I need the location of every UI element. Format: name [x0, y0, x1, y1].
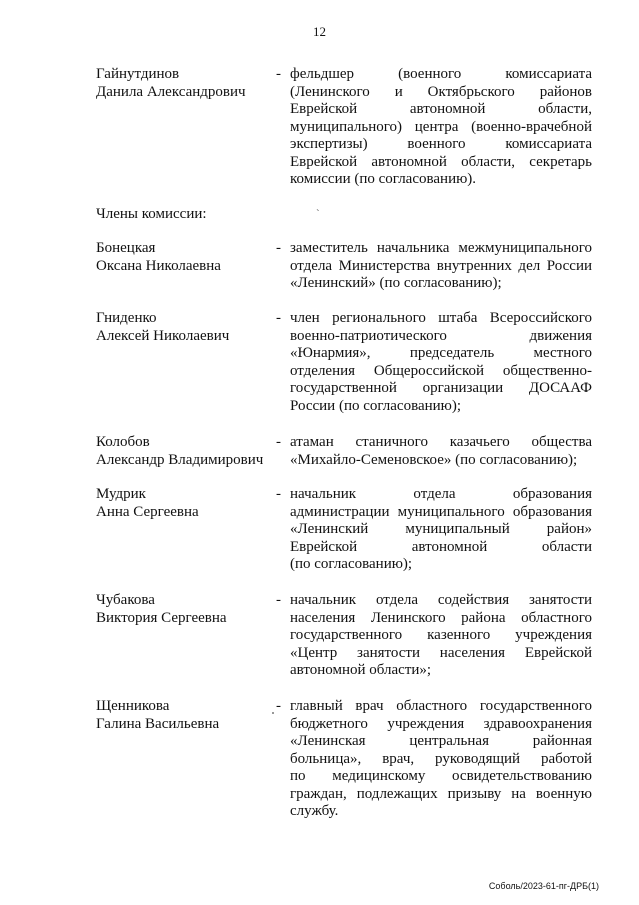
role-line: граждан, подлежащих призыву на военную	[290, 785, 592, 802]
role-line: «Михайло-Семеновское» (по согласованию);	[290, 451, 578, 468]
role-line: по медицинскому освидетельствованию	[290, 768, 592, 784]
person-name	[96, 240, 276, 293]
dash-separator: -	[276, 240, 281, 256]
person-name	[96, 434, 276, 469]
stray-mark: `	[316, 208, 320, 220]
commission-entry	[96, 66, 592, 189]
commission-entry	[96, 434, 592, 469]
dash-separator: -	[276, 434, 281, 450]
commission-entry	[96, 486, 592, 574]
person-role	[290, 66, 592, 189]
surname: Мудрик	[96, 486, 146, 502]
page-number: 12	[313, 24, 326, 39]
role-line: комиссии (по согласованию).	[290, 171, 477, 187]
commission-entry	[96, 698, 592, 821]
surname: Колобов	[96, 434, 150, 450]
role-line: член регионального штаба Всероссийского	[290, 310, 592, 326]
commission-entry	[96, 310, 592, 415]
given-names: Данила Александрович	[96, 83, 246, 100]
dash-separator: -	[276, 592, 281, 608]
surname: Бонецкая	[96, 240, 156, 256]
role-line: (Ленинского и Октябрьского районов	[290, 83, 592, 100]
role-line: Еврейской автономной области,	[290, 101, 592, 117]
role-line: государственной организации ДОСААФ	[290, 380, 592, 396]
surname: Щенникова	[96, 698, 170, 714]
dash-separator: -	[276, 698, 281, 714]
role-line: службу.	[290, 803, 339, 819]
person-role	[290, 310, 592, 415]
person-name	[96, 698, 276, 821]
role-line: Еврейской автономной области	[290, 538, 592, 555]
role-line: начальник отдела образования	[290, 486, 592, 502]
role-line: администрации муниципального образования	[290, 503, 592, 520]
role-line: государственного казенного учреждения	[290, 627, 592, 643]
role-line: военно-патриотического движения	[290, 327, 592, 344]
person-name	[96, 486, 276, 574]
section-label: Члены комиссии:	[96, 206, 207, 222]
person-role	[290, 698, 592, 821]
role-line: экспертизы) военного комиссариата	[290, 136, 592, 152]
given-names: Александр Владимирович	[96, 451, 264, 468]
commission-entry	[96, 240, 592, 293]
person-name	[96, 66, 276, 189]
given-names: Оксана Николаевна	[96, 257, 221, 274]
role-line: «Центр занятости населения Еврейской	[290, 644, 592, 661]
given-names: Виктория Сергеевна	[96, 609, 227, 626]
dash-separator: -	[276, 486, 281, 502]
role-line: населения Ленинского района областного	[290, 609, 592, 626]
role-line: начальник отдела содействия занятости	[290, 592, 592, 608]
role-line: бюджетного учреждения здравоохранения	[290, 715, 592, 732]
role-line: фельдшер (военного комиссариата	[290, 66, 592, 82]
role-line: «Ленинский муниципальный район»	[290, 521, 592, 537]
given-names: Анна Сергеевна	[96, 503, 199, 520]
role-line: Еврейской автономной области, секретарь	[290, 153, 592, 170]
person-role	[290, 240, 592, 293]
role-line: главный врач областного государственного	[290, 698, 592, 714]
given-names: Галина Васильевна	[96, 715, 220, 732]
role-line: «Ленинский» (по согласованию);	[290, 275, 502, 291]
surname: Гайнутдинов	[96, 66, 180, 82]
person-role	[290, 434, 592, 469]
role-line: муниципального) центра (военно-врачебной	[290, 118, 592, 135]
role-line: автономной области»;	[290, 662, 432, 678]
dash-separator: -	[276, 66, 281, 82]
given-names: Алексей Николаевич	[96, 327, 230, 344]
role-line: (по согласованию);	[290, 556, 413, 572]
footer-code: Соболь/2023-61-пг-ДРБ(1)	[488, 881, 599, 891]
role-line: заместитель начальника межмуниципального	[290, 240, 592, 256]
role-line: «Юнармия», председатель местного	[290, 345, 592, 361]
person-name	[96, 310, 276, 415]
role-line: России (по согласованию);	[290, 397, 462, 414]
surname: Гниденко	[96, 310, 157, 326]
role-line: больница», врач, руководящий работой	[290, 750, 592, 767]
commission-entry	[96, 592, 592, 680]
person-name	[96, 592, 276, 680]
surname: Чубакова	[96, 592, 155, 608]
role-line: атаман станичного казачьего общества	[290, 434, 592, 450]
person-role	[290, 486, 592, 574]
person-role	[290, 592, 592, 680]
stray-dot	[272, 712, 274, 714]
role-line: отделения Общероссийской общественно-	[290, 362, 592, 379]
role-line: отдела Министерства внутренних дел России	[290, 257, 592, 274]
dash-separator: -	[276, 310, 281, 326]
role-line: «Ленинская центральная районная	[290, 733, 592, 749]
